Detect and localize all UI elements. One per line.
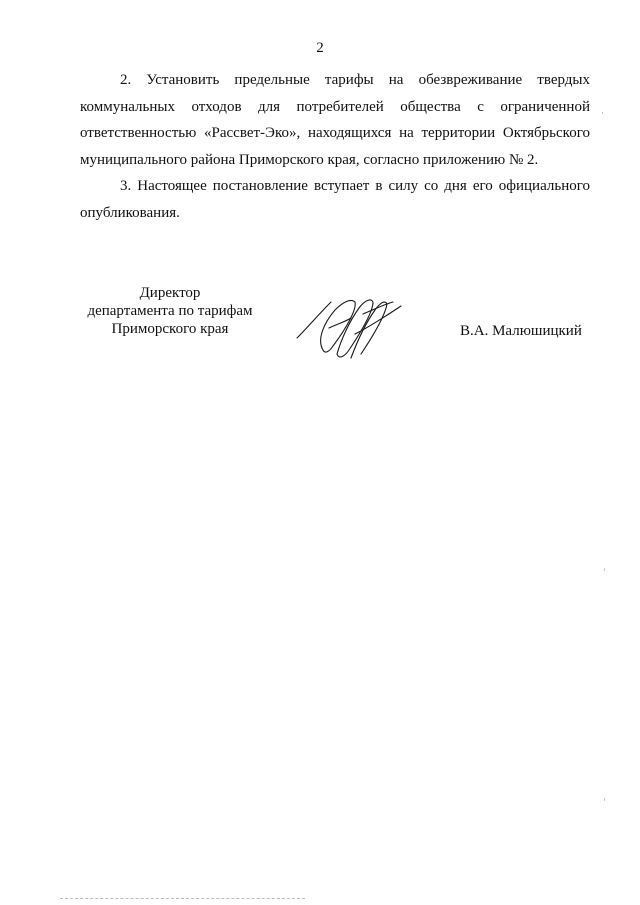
signer-title-line: департамента по тарифам: [87, 303, 253, 319]
footer-scan-line: [60, 898, 305, 899]
page-number: 2: [316, 40, 324, 56]
scan-speck: [604, 568, 605, 571]
handwritten-signature: [293, 288, 405, 368]
signature-block: [70, 284, 590, 374]
paragraph-item-2: 2. Установить предельные тарифы на обезвреживание твердых коммунальных отходов для потребителей общества с ограниченной ответственностью «Рассвет-Эко», находящихся на территории Октябрьского муниципального района Приморского края, согласно приложению № 2.: [80, 72, 590, 168]
paragraph-item-3: 3. Настоящее постановление вступает в силу со дня его официального опубликования.: [80, 178, 590, 221]
scan-speck: [602, 112, 603, 114]
scan-speck: [604, 798, 605, 801]
signer-title-line: Приморского края: [111, 321, 229, 337]
signer-name: В.А. Малюшицкий: [460, 323, 582, 339]
document-body: [80, 67, 590, 226]
signer-title: [70, 284, 270, 338]
signer-title-line: Директор: [139, 285, 201, 301]
